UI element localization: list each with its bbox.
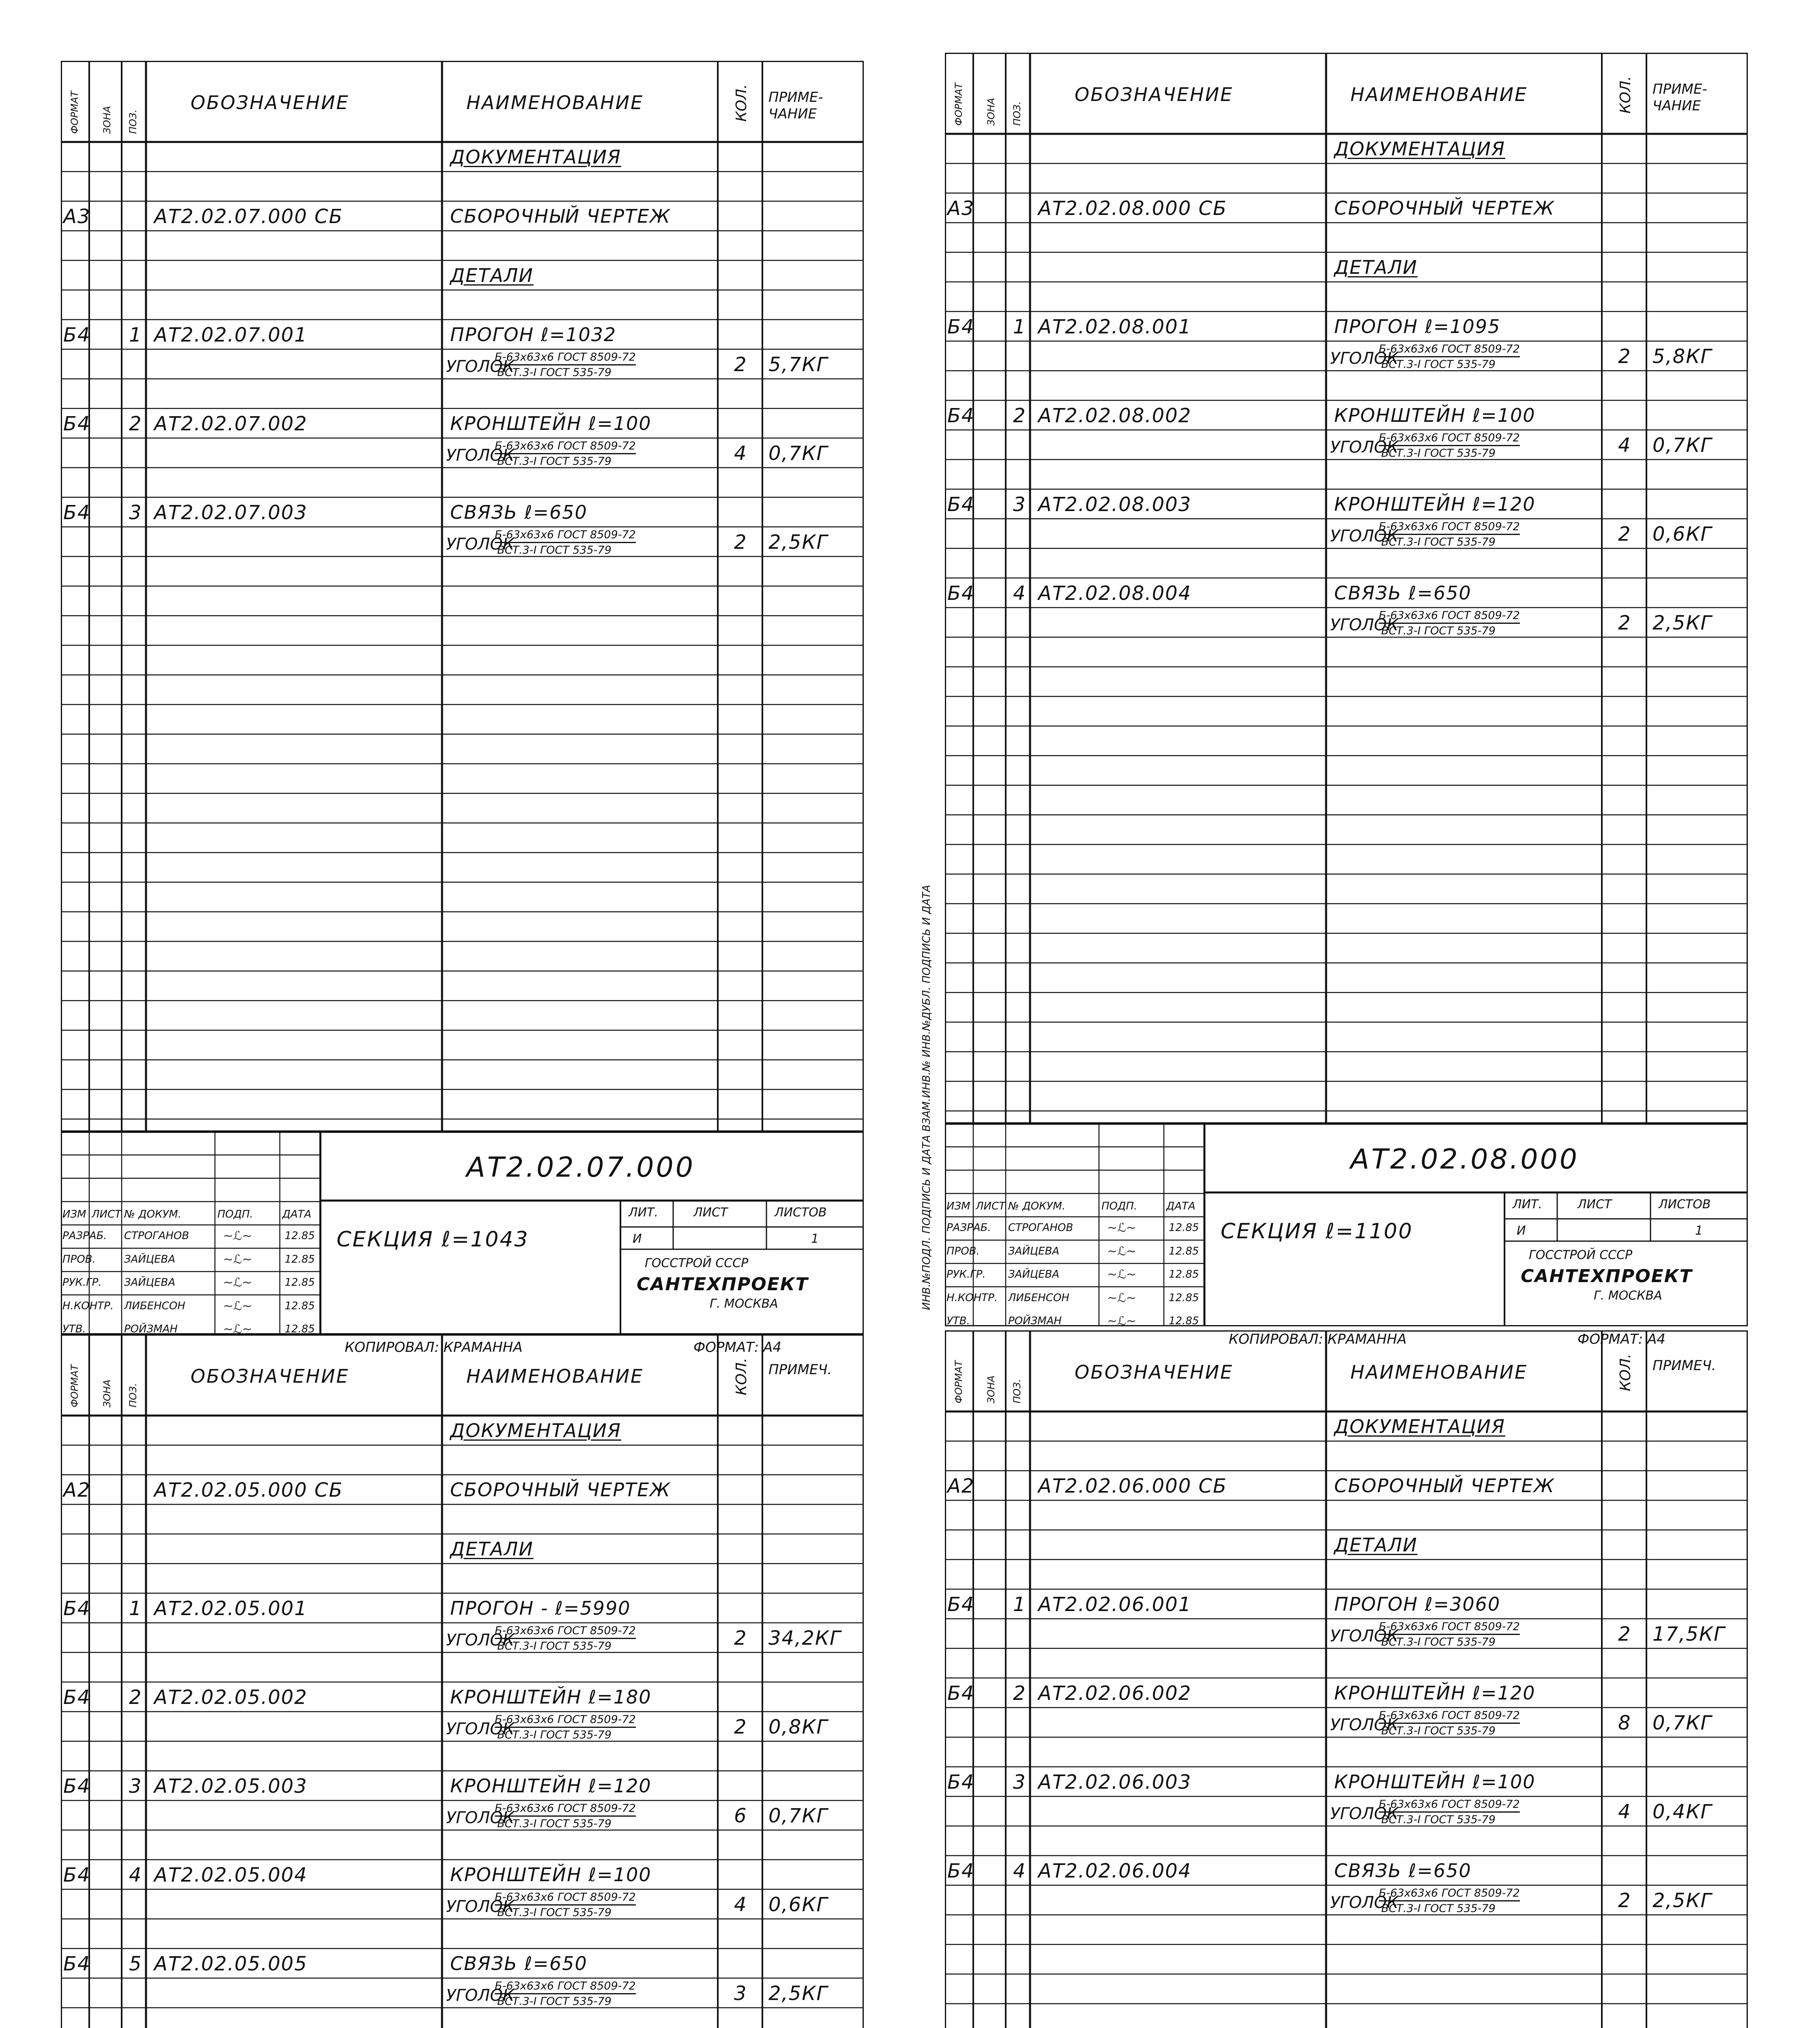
material-steel: ВСТ.3-I ГОСТ 535-79 (1381, 1725, 1496, 1737)
header-format: ФОРМАТ (953, 1360, 964, 1403)
signature-razrab: ~ℒ~ (223, 1229, 252, 1243)
item-name: КРОНШТЕЙН ℓ=100 (450, 1864, 652, 1886)
item-format: Б4 (947, 1593, 975, 1616)
item-note: 0,4КГ (1653, 1800, 1713, 1823)
item-qty: 4 (734, 1893, 747, 1916)
org-line-1: ГОССТРОЙ СССР (645, 1256, 749, 1270)
item-code: АТ2.02.06.002 (1038, 1682, 1192, 1705)
material-steel: ВСТ.3-I ГОСТ 535-79 (1381, 447, 1496, 460)
item-format: Б4 (947, 582, 975, 605)
item-code: АТ2.02.05.001 (154, 1597, 308, 1620)
header-pos: ПОЗ. (127, 110, 139, 134)
tb-role-n_kontr: Н.КОНТР. (62, 1300, 114, 1312)
material-profile: Б-63х63х6 ГОСТ 8509-72 (495, 1802, 636, 1817)
material-profile: Б-63х63х6 ГОСТ 8509-72 (1379, 1709, 1520, 1724)
section-parts: ДЕТАЛИ (450, 264, 534, 286)
item-pos: 4 (129, 1864, 142, 1886)
item-name: ПРОГОН ℓ=1032 (450, 324, 617, 346)
material-profile: Б-63х63х6 ГОСТ 8509-72 (495, 1980, 636, 1994)
section-documentation: ДОКУМЕНТАЦИЯ (1334, 1416, 1505, 1437)
org-line-2: САНТЕХПРОЕКТ (1521, 1266, 1693, 1287)
spec-sheet-1 (61, 61, 864, 1356)
item-pos: 1 (129, 1597, 142, 1620)
material-steel: ВСТ.3-I ГОСТ 535-79 (497, 544, 612, 556)
tb-list: ЛИСТ (976, 1200, 1006, 1212)
tb-lit-label: ЛИТ. (629, 1205, 658, 1220)
tb-date-razrab: 12.85 (285, 1230, 315, 1242)
org-line-1: ГОССТРОЙ СССР (1529, 1248, 1633, 1262)
header-format: ФОРМАТ (69, 91, 80, 134)
item-format: Б4 (947, 493, 975, 516)
item-code: АТ2.02.07.003 (154, 501, 308, 524)
doc-name: СБОРОЧНЫЙ ЧЕРТЕЖ (1334, 1475, 1555, 1497)
signature-n_kontr: ~ℒ~ (1107, 1291, 1136, 1305)
doc-name: СБОРОЧНЫЙ ЧЕРТЕЖ (450, 205, 671, 227)
item-pos: 1 (129, 324, 142, 346)
material-label: УГОЛОК (1330, 1805, 1399, 1823)
doc-code: АТ2.02.08.000 СБ (1038, 197, 1227, 220)
tb-name-prov: ЗАЙЦЕВА (124, 1253, 176, 1265)
tb-name-ruk_gr: ЗАЙЦЕВА (1008, 1268, 1060, 1280)
item-qty: 6 (734, 1805, 747, 1827)
tb-izm: ИЗМ (946, 1200, 970, 1212)
material-profile: Б-63х63х6 ГОСТ 8509-72 (1379, 343, 1520, 357)
item-name: СВЯЗЬ ℓ=650 (450, 501, 588, 523)
doc-name: СБОРОЧНЫЙ ЧЕРТЕЖ (450, 1479, 671, 1501)
section-documentation: ДОКУМЕНТАЦИЯ (450, 1420, 621, 1442)
tb-docno: № ДОКУМ. (1008, 1200, 1066, 1212)
material-steel: ВСТ.3-I ГОСТ 535-79 (497, 1640, 612, 1652)
doc-code: АТ2.02.05.000 СБ (154, 1479, 343, 1502)
tb-date: ДАТА (1166, 1200, 1195, 1212)
item-pos: 4 (1013, 582, 1026, 605)
item-name: КРОНШТЕЙН ℓ=120 (450, 1775, 652, 1797)
material-label: УГОЛОК (446, 1631, 515, 1650)
signature-n_kontr: ~ℒ~ (223, 1299, 252, 1313)
tb-name-razrab: СТРОГАНОВ (1008, 1222, 1073, 1234)
item-format: Б4 (63, 501, 91, 524)
material-profile: Б-63х63х6 ГОСТ 8509-72 (1379, 1798, 1520, 1813)
tb-sheets-value: 1 (811, 1232, 819, 1246)
signature-ruk_gr: ~ℒ~ (1107, 1268, 1136, 1282)
material-label: УГОЛОК (1330, 527, 1399, 546)
material-steel: ВСТ.3-I ГОСТ 535-79 (1381, 1813, 1496, 1826)
org-line-3: Г. МОСКВА (1594, 1289, 1662, 1303)
item-name: СВЯЗЬ ℓ=650 (1334, 582, 1472, 604)
material-profile: Б-63х63х6 ГОСТ 8509-72 (495, 440, 636, 454)
item-note: 0,7КГ (768, 1805, 828, 1827)
material-label: УГОЛОК (1330, 1716, 1399, 1734)
item-qty: 2 (1618, 1889, 1631, 1912)
item-pos: 2 (129, 412, 142, 435)
tb-role-ruk_gr: РУК.ГР. (946, 1268, 986, 1280)
org-line-3: Г. МОСКВА (710, 1297, 778, 1311)
item-note: 5,8КГ (1653, 345, 1713, 368)
item-pos: 2 (1013, 404, 1026, 427)
item-pos: 3 (1013, 1771, 1026, 1794)
material-steel: ВСТ.3-I ГОСТ 535-79 (1381, 1636, 1496, 1648)
tb-izm: ИЗМ (62, 1208, 86, 1220)
header-note: ПРИМЕ-ЧАНИЕ (768, 89, 823, 122)
material-label: УГОЛОК (1330, 349, 1399, 368)
item-qty: 3 (734, 1982, 747, 2005)
tb-date-n_kontr: 12.85 (285, 1300, 315, 1312)
header-qty: КОЛ. (1617, 1353, 1634, 1391)
header-note: ПРИМЕ-ЧАНИЕ (1653, 81, 1707, 114)
header-qty: КОЛ. (733, 1358, 750, 1395)
tb-date-utv: 12.85 (1169, 1315, 1199, 1327)
tb-sheets-label: ЛИСТОВ (1659, 1197, 1711, 1212)
material-steel: ВСТ.3-I ГОСТ 535-79 (1381, 625, 1496, 637)
copied-by: КОПИРОВАЛ: КРАМАННА (1229, 1331, 1407, 1347)
material-profile: Б-63х63х6 ГОСТ 8509-72 (495, 351, 636, 365)
item-code: АТ2.02.05.004 (154, 1864, 308, 1886)
item-qty: 8 (1618, 1712, 1631, 1734)
item-note: 0,7КГ (1653, 1712, 1713, 1734)
sheet-grid-lines (61, 61, 864, 1334)
item-qty: 2 (734, 1716, 747, 1738)
sheet-grid-lines (945, 53, 1748, 1326)
material-profile: Б-63х63х6 ГОСТ 8509-72 (495, 1713, 636, 1728)
tb-sheet-label: ЛИСТ (693, 1205, 728, 1220)
tb-date-razrab: 12.85 (1169, 1222, 1199, 1234)
tb-list: ЛИСТ (92, 1208, 122, 1220)
item-code: АТ2.02.08.003 (1038, 493, 1192, 516)
signature-prov: ~ℒ~ (1107, 1244, 1136, 1259)
item-format: Б4 (63, 412, 91, 435)
tb-lit-label: ЛИТ. (1513, 1197, 1542, 1212)
item-note: 2,5КГ (768, 1982, 828, 2005)
tb-name-utv: РОЙЗМАН (124, 1323, 178, 1335)
item-name: СВЯЗЬ ℓ=650 (1334, 1860, 1472, 1882)
tb-date: ДАТА (282, 1208, 311, 1220)
item-pos: 2 (129, 1686, 142, 1709)
item-name: ПРОГОН ℓ=3060 (1334, 1593, 1501, 1615)
item-name: ПРОГОН ℓ=1095 (1334, 316, 1501, 337)
item-code: АТ2.02.07.002 (154, 412, 308, 435)
header-qty: КОЛ. (733, 84, 750, 122)
material-profile: Б-63х63х6 ГОСТ 8509-72 (1379, 1620, 1520, 1635)
signature-utv: ~ℒ~ (223, 1322, 252, 1336)
header-zone: ЗОНА (101, 1379, 113, 1407)
item-format: Б4 (63, 1775, 91, 1798)
item-format: Б4 (63, 324, 91, 346)
item-qty: 2 (1618, 523, 1631, 546)
document-code: АТ2.02.08.000 (1350, 1143, 1580, 1175)
tb-sheets-value: 1 (1695, 1224, 1703, 1238)
section-parts: ДЕТАЛИ (1334, 256, 1418, 278)
tb-date-utv: 12.85 (285, 1323, 315, 1335)
item-pos: 5 (129, 1953, 142, 1975)
item-format: Б4 (63, 1686, 91, 1709)
item-code: АТ2.02.05.003 (154, 1775, 308, 1798)
tb-name-prov: ЗАЙЦЕВА (1008, 1245, 1060, 1257)
item-name: СВЯЗЬ ℓ=650 (450, 1953, 588, 1974)
tb-role-razrab: РАЗРАБ. (946, 1222, 991, 1234)
header-pos: ПОЗ. (1011, 101, 1023, 126)
spec-sheet-4 (945, 1330, 1748, 2028)
signature-utv: ~ℒ~ (1107, 1314, 1136, 1328)
item-note: 0,7КГ (1653, 434, 1713, 457)
format-label: ФОРМАТ: А4 (1577, 1331, 1666, 1347)
material-profile: Б-63х63х6 ГОСТ 8509-72 (1379, 520, 1520, 535)
item-format: Б4 (63, 1864, 91, 1886)
tb-sign: ПОДП. (1101, 1200, 1138, 1212)
item-code: АТ2.02.08.004 (1038, 582, 1192, 605)
material-label: УГОЛОК (446, 1809, 515, 1827)
header-name: НАИМЕНОВАНИЕ (1350, 1361, 1528, 1383)
item-note: 34,2КГ (768, 1627, 841, 1650)
item-name: КРОНШТЕЙН ℓ=120 (1334, 493, 1536, 515)
item-format: Б4 (947, 404, 975, 427)
material-profile: Б-63х63х6 ГОСТ 8509-72 (1379, 609, 1520, 624)
header-zone: ЗОНА (985, 98, 997, 126)
doc-format: А3 (63, 205, 91, 228)
item-note: 2,5КГ (1653, 612, 1713, 634)
tb-role-ruk_gr: РУК.ГР. (62, 1276, 102, 1289)
header-qty: КОЛ. (1617, 76, 1634, 114)
tb-date-ruk_gr: 12.85 (1169, 1268, 1199, 1280)
material-profile: Б-63х63х6 ГОСТ 8509-72 (495, 1624, 636, 1639)
material-profile: Б-63х63х6 ГОСТ 8509-72 (495, 1891, 636, 1906)
header-pos: ПОЗ. (1011, 1379, 1023, 1403)
item-code: АТ2.02.06.003 (1038, 1771, 1192, 1794)
tb-date-ruk_gr: 12.85 (285, 1276, 315, 1289)
spec-sheet-2 (921, 53, 1748, 1347)
item-note: 0,8КГ (768, 1716, 828, 1738)
material-label: УГОЛОК (1330, 1893, 1399, 1912)
item-format: Б4 (947, 1860, 975, 1882)
material-label: УГОЛОК (446, 357, 515, 376)
doc-format: А2 (63, 1479, 91, 1502)
org-line-2: САНТЕХПРОЕКТ (637, 1274, 809, 1295)
header-name: НАИМЕНОВАНИЕ (1350, 84, 1528, 105)
material-steel: ВСТ.3-I ГОСТ 535-79 (497, 455, 612, 468)
section-documentation: ДОКУМЕНТАЦИЯ (450, 146, 621, 168)
header-note: ПРИМЕЧ. (768, 1362, 832, 1378)
material-label: УГОЛОК (1330, 438, 1399, 457)
item-qty: 4 (1618, 434, 1631, 457)
material-profile: Б-63х63х6 ГОСТ 8509-72 (495, 528, 636, 543)
material-label: УГОЛОК (446, 446, 515, 465)
tb-sign: ПОДП. (217, 1208, 253, 1220)
tb-sheets-label: ЛИСТОВ (775, 1205, 827, 1220)
item-format: Б4 (947, 1771, 975, 1794)
item-qty: 2 (734, 353, 747, 376)
signature-razrab: ~ℒ~ (1107, 1221, 1136, 1235)
header-format: ФОРМАТ (69, 1364, 80, 1407)
tb-role-utv: УТВ. (62, 1323, 86, 1335)
tb-role-prov: ПРОВ. (62, 1253, 96, 1265)
material-steel: ВСТ.3-I ГОСТ 535-79 (497, 1817, 612, 1830)
material-label: УГОЛОК (446, 1897, 515, 1916)
material-label: УГОЛОК (1330, 1627, 1399, 1646)
document-title: СЕКЦИЯ ℓ=1100 (1221, 1219, 1413, 1244)
material-steel: ВСТ.3-I ГОСТ 535-79 (497, 1729, 612, 1741)
item-code: АТ2.02.05.005 (154, 1953, 308, 1975)
material-steel: ВСТ.3-I ГОСТ 535-79 (497, 1906, 612, 1919)
format-label: ФОРМАТ: А4 (693, 1339, 782, 1356)
header-designation: ОБОЗНАЧЕНИЕ (1075, 1361, 1234, 1383)
material-label: УГОЛОК (446, 1720, 515, 1738)
material-steel: ВСТ.3-I ГОСТ 535-79 (497, 366, 612, 379)
item-pos: 1 (1013, 1593, 1026, 1616)
tb-date-prov: 12.85 (285, 1253, 315, 1265)
section-parts: ДЕТАЛИ (1334, 1534, 1418, 1556)
tb-role-razrab: РАЗРАБ. (62, 1230, 107, 1242)
document-code: АТ2.02.07.000 (466, 1151, 695, 1184)
header-note: ПРИМЕЧ. (1653, 1358, 1716, 1374)
header-name: НАИМЕНОВАНИЕ (466, 1365, 644, 1387)
item-pos: 1 (1013, 316, 1026, 338)
doc-name: СБОРОЧНЫЙ ЧЕРТЕЖ (1334, 197, 1555, 219)
item-name: КРОНШТЕЙН ℓ=100 (1334, 404, 1536, 426)
header-designation: ОБОЗНАЧЕНИЕ (1075, 84, 1234, 105)
side-stamp-label: ИНВ.№ПОДЛ. ПОДПИСЬ И ДАТА ВЗАМ.ИНВ.№ ИНВ.№ДУБЛ. ПОДПИСЬ И ДАТА (921, 885, 933, 1310)
material-steel: ВСТ.3-I ГОСТ 535-79 (1381, 536, 1496, 548)
item-qty: 2 (1618, 1623, 1631, 1646)
item-format: Б4 (947, 316, 975, 338)
signature-ruk_gr: ~ℒ~ (223, 1276, 252, 1290)
item-pos: 3 (129, 501, 142, 524)
tb-name-utv: РОЙЗМАН (1008, 1315, 1062, 1327)
item-qty: 2 (734, 1627, 747, 1650)
material-steel: ВСТ.3-I ГОСТ 535-79 (497, 1995, 612, 2008)
item-qty: 4 (1618, 1800, 1631, 1823)
section-documentation: ДОКУМЕНТАЦИЯ (1334, 138, 1505, 160)
header-pos: ПОЗ. (127, 1383, 139, 1407)
item-code: АТ2.02.06.004 (1038, 1860, 1192, 1882)
tb-lit-value: И (633, 1232, 642, 1246)
item-code: АТ2.02.08.002 (1038, 404, 1192, 427)
material-label: УГОЛОК (446, 1986, 515, 2005)
item-qty: 2 (734, 531, 747, 554)
item-name: КРОНШТЕЙН ℓ=100 (450, 412, 652, 434)
doc-format: А2 (947, 1475, 975, 1497)
tb-role-utv: УТВ. (946, 1315, 970, 1327)
doc-code: АТ2.02.07.000 СБ (154, 205, 343, 228)
doc-format: А3 (947, 197, 975, 220)
item-note: 2,5КГ (768, 531, 828, 554)
tb-name-n_kontr: ЛИБЕНСОН (1008, 1291, 1069, 1304)
item-code: АТ2.02.08.001 (1038, 316, 1192, 338)
doc-code: АТ2.02.06.000 СБ (1038, 1475, 1227, 1497)
tb-role-n_kontr: Н.КОНТР. (946, 1291, 998, 1304)
item-qty: 2 (1618, 612, 1631, 634)
item-qty: 4 (734, 442, 747, 465)
material-steel: ВСТ.3-I ГОСТ 535-79 (1381, 358, 1496, 371)
section-parts: ДЕТАЛИ (450, 1538, 534, 1560)
tb-docno: № ДОКУМ. (124, 1208, 182, 1220)
copied-by: КОПИРОВАЛ: КРАМАННА (345, 1339, 523, 1356)
tb-name-ruk_gr: ЗАЙЦЕВА (124, 1276, 176, 1289)
item-note: 0,6КГ (768, 1893, 828, 1916)
item-format: Б4 (63, 1597, 91, 1620)
item-note: 5,7КГ (768, 353, 828, 376)
item-name: КРОНШТЕЙН ℓ=100 (1334, 1771, 1536, 1793)
material-steel: ВСТ.3-I ГОСТ 535-79 (1381, 1902, 1496, 1915)
document-title: СЕКЦИЯ ℓ=1043 (337, 1227, 529, 1252)
material-label: УГОЛОК (446, 535, 515, 554)
item-code: АТ2.02.05.002 (154, 1686, 308, 1709)
item-note: 17,5КГ (1653, 1623, 1726, 1646)
item-pos: 2 (1013, 1682, 1026, 1705)
item-format: Б4 (947, 1682, 975, 1705)
item-code: АТ2.02.07.001 (154, 324, 308, 346)
tb-name-razrab: СТРОГАНОВ (124, 1230, 189, 1242)
material-profile: Б-63х63х6 ГОСТ 8509-72 (1379, 1887, 1520, 1901)
item-pos: 4 (1013, 1860, 1026, 1882)
header-format: ФОРМАТ (953, 83, 964, 126)
tb-lit-value: И (1517, 1224, 1526, 1238)
item-pos: 3 (1013, 493, 1026, 516)
spec-sheet-3 (61, 1334, 864, 2028)
item-note: 2,5КГ (1653, 1889, 1713, 1912)
item-code: АТ2.02.06.001 (1038, 1593, 1192, 1616)
item-qty: 2 (1618, 345, 1631, 368)
item-note: 0,7КГ (768, 442, 828, 465)
header-zone: ЗОНА (985, 1375, 997, 1403)
tb-role-prov: ПРОВ. (946, 1245, 980, 1257)
header-zone: ЗОНА (101, 106, 113, 134)
material-label: УГОЛОК (1330, 616, 1399, 634)
item-name: КРОНШТЕЙН ℓ=180 (450, 1686, 652, 1708)
tb-date-prov: 12.85 (1169, 1245, 1199, 1257)
tb-sheet-label: ЛИСТ (1577, 1197, 1612, 1212)
item-name: КРОНШТЕЙН ℓ=120 (1334, 1682, 1536, 1704)
header-designation: ОБОЗНАЧЕНИЕ (191, 92, 350, 114)
item-format: Б4 (63, 1953, 91, 1975)
item-pos: 3 (129, 1775, 142, 1798)
tb-date-n_kontr: 12.85 (1169, 1291, 1199, 1304)
item-note: 0,6КГ (1653, 523, 1713, 546)
tb-name-n_kontr: ЛИБЕНСОН (124, 1300, 185, 1312)
header-designation: ОБОЗНАЧЕНИЕ (191, 1365, 350, 1387)
item-name: ПРОГОН - ℓ=5990 (450, 1597, 631, 1619)
header-name: НАИМЕНОВАНИЕ (466, 92, 644, 114)
material-profile: Б-63х63х6 ГОСТ 8509-72 (1379, 432, 1520, 446)
signature-prov: ~ℒ~ (223, 1252, 252, 1267)
